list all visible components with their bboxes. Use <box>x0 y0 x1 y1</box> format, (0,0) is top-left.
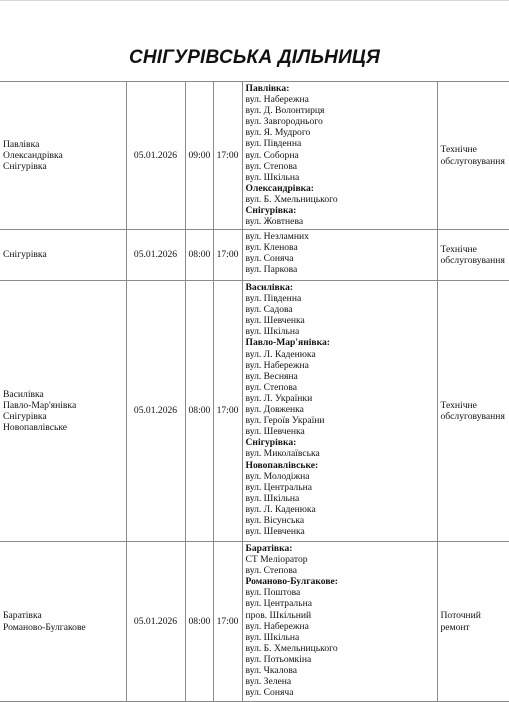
date-cell: 05.01.2026 <box>126 281 185 542</box>
work-type-text: обслуговування <box>441 411 509 422</box>
table-body <box>0 82 509 702</box>
locality-name: Снігурівка <box>3 411 123 422</box>
address-cell <box>242 82 437 230</box>
street-name: вул. Л. Каденюка <box>246 504 434 515</box>
locality-name: Снігурівка <box>3 161 123 172</box>
work-type-text: Технічне <box>441 244 509 255</box>
street-name: вул. Героїв України <box>246 415 434 426</box>
street-name: вул. Набережна <box>246 94 434 105</box>
work-type-text: Поточний <box>441 610 509 621</box>
street-name: вул. Поштова <box>246 587 434 598</box>
street-name: вул. Набережна <box>246 621 434 632</box>
end-time-cell: 17:00 <box>213 82 242 230</box>
start-time-cell: 08:00 <box>185 230 213 281</box>
work-type-cell <box>437 82 509 230</box>
locality-name: Романово-Булгакове <box>3 622 123 633</box>
street-name: вул. Б. Хмельницького <box>246 194 434 205</box>
work-type-cell <box>437 542 509 702</box>
street-name: вул. Д. Волонтирця <box>246 105 434 116</box>
start-time-cell: 08:00 <box>185 542 213 702</box>
street-name: вул. Б. Хмельницького <box>246 643 434 654</box>
street-name: вул. Шевченка <box>246 526 434 537</box>
locality-cell <box>0 230 126 281</box>
street-name: вул. Набережна <box>246 360 434 371</box>
street-name: вул. Центральна <box>246 598 434 609</box>
street-name: вул. Степова <box>246 565 434 576</box>
settlement-heading: Павлівка: <box>246 83 434 94</box>
street-name: пров. Шкільний <box>246 610 434 621</box>
address-cell <box>242 230 437 281</box>
street-name: вул. Соборна <box>246 150 434 161</box>
page-title: СНІГУРІВСЬКА ДІЛЬНИЦЯ <box>0 47 509 69</box>
locality-name: Василівка <box>3 389 123 400</box>
street-name: вул. Весняна <box>246 371 434 382</box>
street-name: вул. Садова <box>246 304 434 315</box>
locality-name: Баратівка <box>3 610 123 621</box>
street-name: вул. Завгороднього <box>246 116 434 127</box>
street-name: вул. Миколаївська <box>246 448 434 459</box>
date-cell: 05.01.2026 <box>126 230 185 281</box>
settlement-heading: Новопавлівське: <box>246 460 434 471</box>
locality-cell <box>0 281 126 542</box>
end-time-cell: 17:00 <box>213 281 242 542</box>
locality-name: Павло-Мар'янівка <box>3 400 123 411</box>
start-time-cell: 09:00 <box>185 82 213 230</box>
end-time-cell: 17:00 <box>213 230 242 281</box>
table-row <box>0 281 509 542</box>
street-name: вул. Л. Українки <box>246 393 434 404</box>
work-type-text: обслуговування <box>441 156 509 167</box>
settlement-heading: Павло-Мар'янівка: <box>246 337 434 348</box>
street-name: вул. Степова <box>246 161 434 172</box>
street-name: вул. Я. Мудрого <box>246 127 434 138</box>
table-row <box>0 82 509 230</box>
street-name: вул. Центральна <box>246 482 434 493</box>
table-row <box>0 230 509 281</box>
outage-schedule-table <box>0 81 509 702</box>
street-name: вул. Шкільна <box>246 493 434 504</box>
work-type-cell <box>437 281 509 542</box>
settlement-heading: Василівка: <box>246 282 434 293</box>
street-name: СТ Меліоратор <box>246 554 434 565</box>
address-cell <box>242 281 437 542</box>
street-name: вул. Незламних <box>246 231 434 242</box>
street-name: вул. Потьомкіна <box>246 654 434 665</box>
work-type-cell <box>437 230 509 281</box>
street-name: вул. Шкільна <box>246 632 434 643</box>
date-cell: 05.01.2026 <box>126 542 185 702</box>
locality-name: Снігурівка <box>3 249 123 260</box>
street-name: вул. Вісунська <box>246 515 434 526</box>
street-name: вул. Чкалова <box>246 665 434 676</box>
street-name: вул. Шкільна <box>246 326 434 337</box>
table-row <box>0 542 509 702</box>
street-name: вул. Південна <box>246 293 434 304</box>
work-type-text: Технічне <box>441 400 509 411</box>
locality-name: Олександрівка <box>3 150 123 161</box>
work-type-text: Технічне <box>441 144 509 155</box>
street-name: вул. Соняча <box>246 253 434 264</box>
top-border-line <box>0 0 509 1</box>
settlement-heading: Олександрівка: <box>246 183 434 194</box>
locality-name: Павлівка <box>3 139 123 150</box>
start-time-cell: 08:00 <box>185 281 213 542</box>
locality-cell <box>0 542 126 702</box>
work-type-text: обслуговування <box>441 255 509 266</box>
locality-name: Новопавлівське <box>3 422 123 433</box>
street-name: вул. Шевченка <box>246 426 434 437</box>
settlement-heading: Снігурівка: <box>246 437 434 448</box>
street-name: вул. Соняча <box>246 687 434 698</box>
work-type-text: ремонт <box>441 622 509 633</box>
settlement-heading: Снігурівка: <box>246 205 434 216</box>
settlement-heading: Баратівка: <box>246 543 434 554</box>
address-cell <box>242 542 437 702</box>
street-name: вул. Молодіжна <box>246 471 434 482</box>
street-name: вул. Жовтнева <box>246 216 434 227</box>
street-name: вул. Кленова <box>246 242 434 253</box>
settlement-heading: Романово-Булгакове: <box>246 576 434 587</box>
street-name: вул. Степова <box>246 382 434 393</box>
street-name: вул. Зелена <box>246 676 434 687</box>
locality-cell <box>0 82 126 230</box>
street-name: вул. Довженка <box>246 404 434 415</box>
street-name: вул. Паркова <box>246 264 434 275</box>
street-name: вул. Л. Каденюка <box>246 349 434 360</box>
street-name: вул. Шевченка <box>246 315 434 326</box>
date-cell: 05.01.2026 <box>126 82 185 230</box>
street-name: вул. Шкільна <box>246 172 434 183</box>
end-time-cell: 17:00 <box>213 542 242 702</box>
street-name: вул. Південна <box>246 138 434 149</box>
